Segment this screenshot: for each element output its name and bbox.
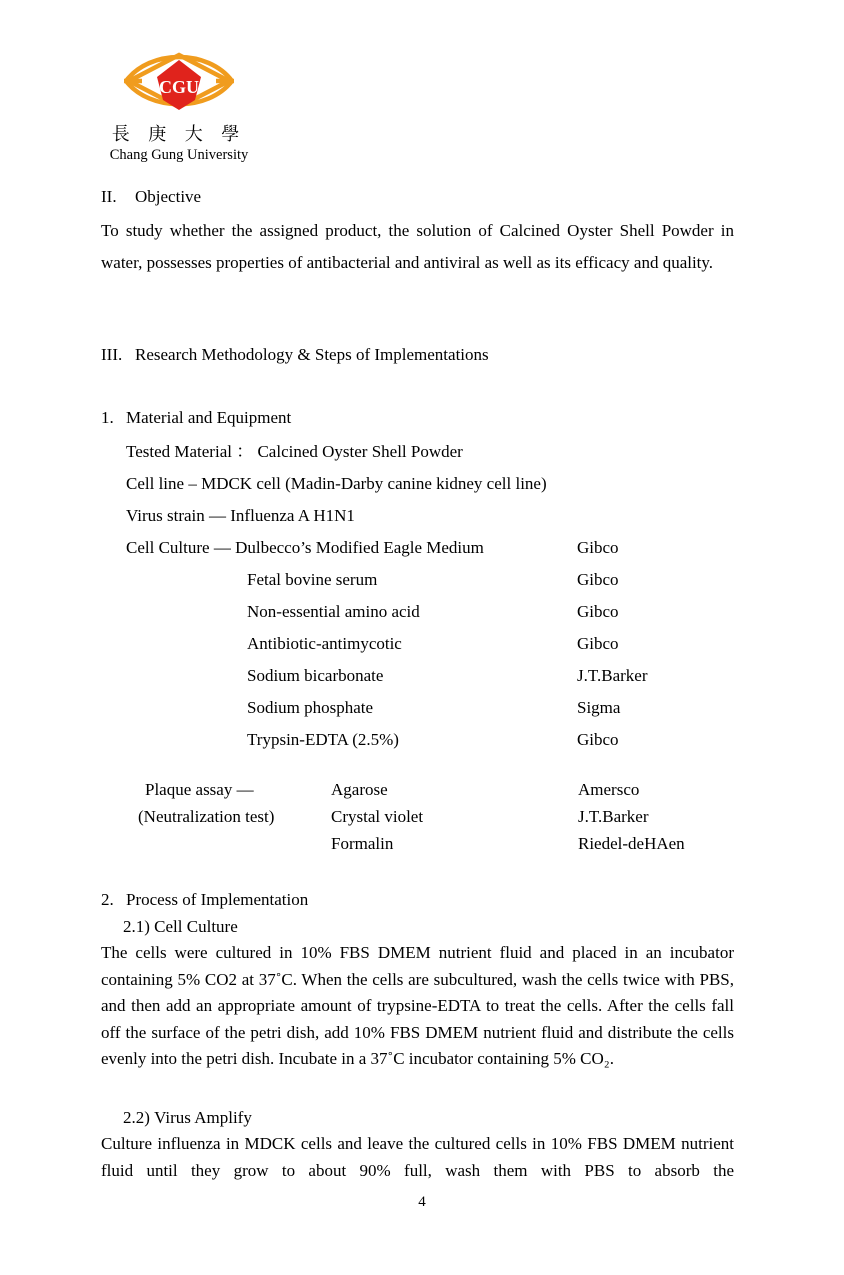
table-row — [101, 724, 734, 756]
table-row — [101, 628, 734, 660]
table-row — [101, 803, 734, 830]
tested-material-line: Tested Material ： Calcined Oyster Shell Powder — [126, 442, 463, 461]
materials-heading-number: 1. — [101, 408, 114, 427]
objective-paragraph: To study whether the assigned product, the solution of Calcined Oyster Shell Powder in water, possesses properties of antibacterial and antiviral as well as its efficacy and quality. — [101, 221, 734, 272]
page-number: 4 — [418, 1194, 426, 1210]
reagent-name: Non-essential amino acid — [247, 602, 420, 621]
cell-culture-paragraph: The cells were cultured in 10% FBS DMEM nutrient fluid and placed in an incubator containing 5% CO2 at 37˚C. When the cells are subcultured, wash the cells twice with PBS, and then add an appropriate amount of trypsine-EDTA to treat the cells. After the cells fall off the surface of the petri dish, add 10% FBS DMEM nutrient fluid and distribute the cells evenly into the petri dish. Incubate in a 37˚C incubator containing 5% CO₂. — [101, 943, 734, 1068]
supplier-name: J.T.Barker — [578, 807, 649, 826]
university-name-zh: 長 庚 大 學 — [111, 124, 247, 144]
supplier-name: Riedel-deHAen — [578, 834, 685, 853]
logo-letters: CGU — [159, 77, 199, 97]
subheading-number: 2.2) — [123, 1108, 150, 1127]
supplier-name: Gibco — [577, 538, 619, 557]
supplier-name: J.T.Barker — [577, 666, 648, 685]
virus-amplify-paragraph: Culture influenza in MDCK cells and leave the cultured cells in 10% FBS DMEM nutrient fluid until they grow to about 90% full, wash them with PBS to absorb the — [101, 1134, 734, 1180]
subheading-label: Virus Amplify — [154, 1108, 252, 1127]
materials-heading — [101, 404, 734, 431]
virus-amplify-subheading — [101, 1104, 734, 1131]
university-header — [104, 40, 254, 164]
table-row — [101, 660, 734, 692]
table-row — [101, 564, 734, 596]
culture-reagent-table — [101, 532, 734, 756]
reagent-name: Sodium bicarbonate — [247, 666, 384, 685]
supplier-name: Gibco — [577, 602, 619, 621]
supplier-name: Gibco — [577, 730, 619, 749]
methodology-heading-number: III. — [101, 345, 123, 364]
supplier-name: Amersco — [578, 780, 640, 799]
table-row — [101, 692, 734, 724]
objective-heading — [101, 183, 734, 210]
supplier-name: Gibco — [577, 634, 619, 653]
table-row — [101, 830, 734, 857]
reagent-name: Fetal bovine serum — [247, 570, 378, 589]
process-heading-number: 2. — [101, 890, 114, 909]
table-row — [101, 776, 734, 803]
reagent-name: Agarose — [331, 780, 388, 799]
reagent-name: Trypsin-EDTA (2.5%) — [247, 730, 399, 749]
process-heading-label: Process of Implementation — [126, 890, 309, 909]
assay-label: Plaque assay — — [145, 780, 254, 799]
reagent-name: Antibiotic-antimycotic — [247, 634, 402, 653]
process-heading — [101, 886, 734, 913]
virus-strain-line: Virus strain — Influenza A H1N1 — [126, 506, 355, 525]
reagent-name: Cell Culture — Dulbecco’s Modified Eagle Medium — [126, 538, 484, 557]
objective-heading-number: II. — [101, 187, 117, 206]
subheading-label: Cell Culture — [154, 917, 238, 936]
supplier-name: Gibco — [577, 570, 619, 589]
methodology-heading-label: Research Methodology & Steps of Implementations — [135, 345, 489, 364]
cgu-logo-icon — [124, 40, 234, 118]
materials-heading-label: Material and Equipment — [126, 408, 292, 427]
objective-heading-label: Objective — [135, 187, 202, 206]
reagent-name: Formalin — [331, 834, 394, 853]
methodology-heading — [101, 341, 734, 368]
cell-culture-subheading — [101, 913, 734, 940]
subheading-number: 2.1) — [123, 917, 150, 936]
supplier-name: Sigma — [577, 698, 621, 717]
reagent-name: Sodium phosphate — [247, 698, 374, 717]
table-row — [101, 532, 734, 564]
cell-line-line: Cell line – MDCK cell (Madin-Darby canine kidney cell line) — [126, 474, 547, 493]
table-row — [101, 596, 734, 628]
assay-label: (Neutralization test) — [138, 807, 275, 826]
reagent-name: Crystal violet — [331, 807, 424, 826]
plaque-assay-table — [101, 776, 734, 857]
university-name-en: Chang Gung University — [109, 147, 249, 163]
